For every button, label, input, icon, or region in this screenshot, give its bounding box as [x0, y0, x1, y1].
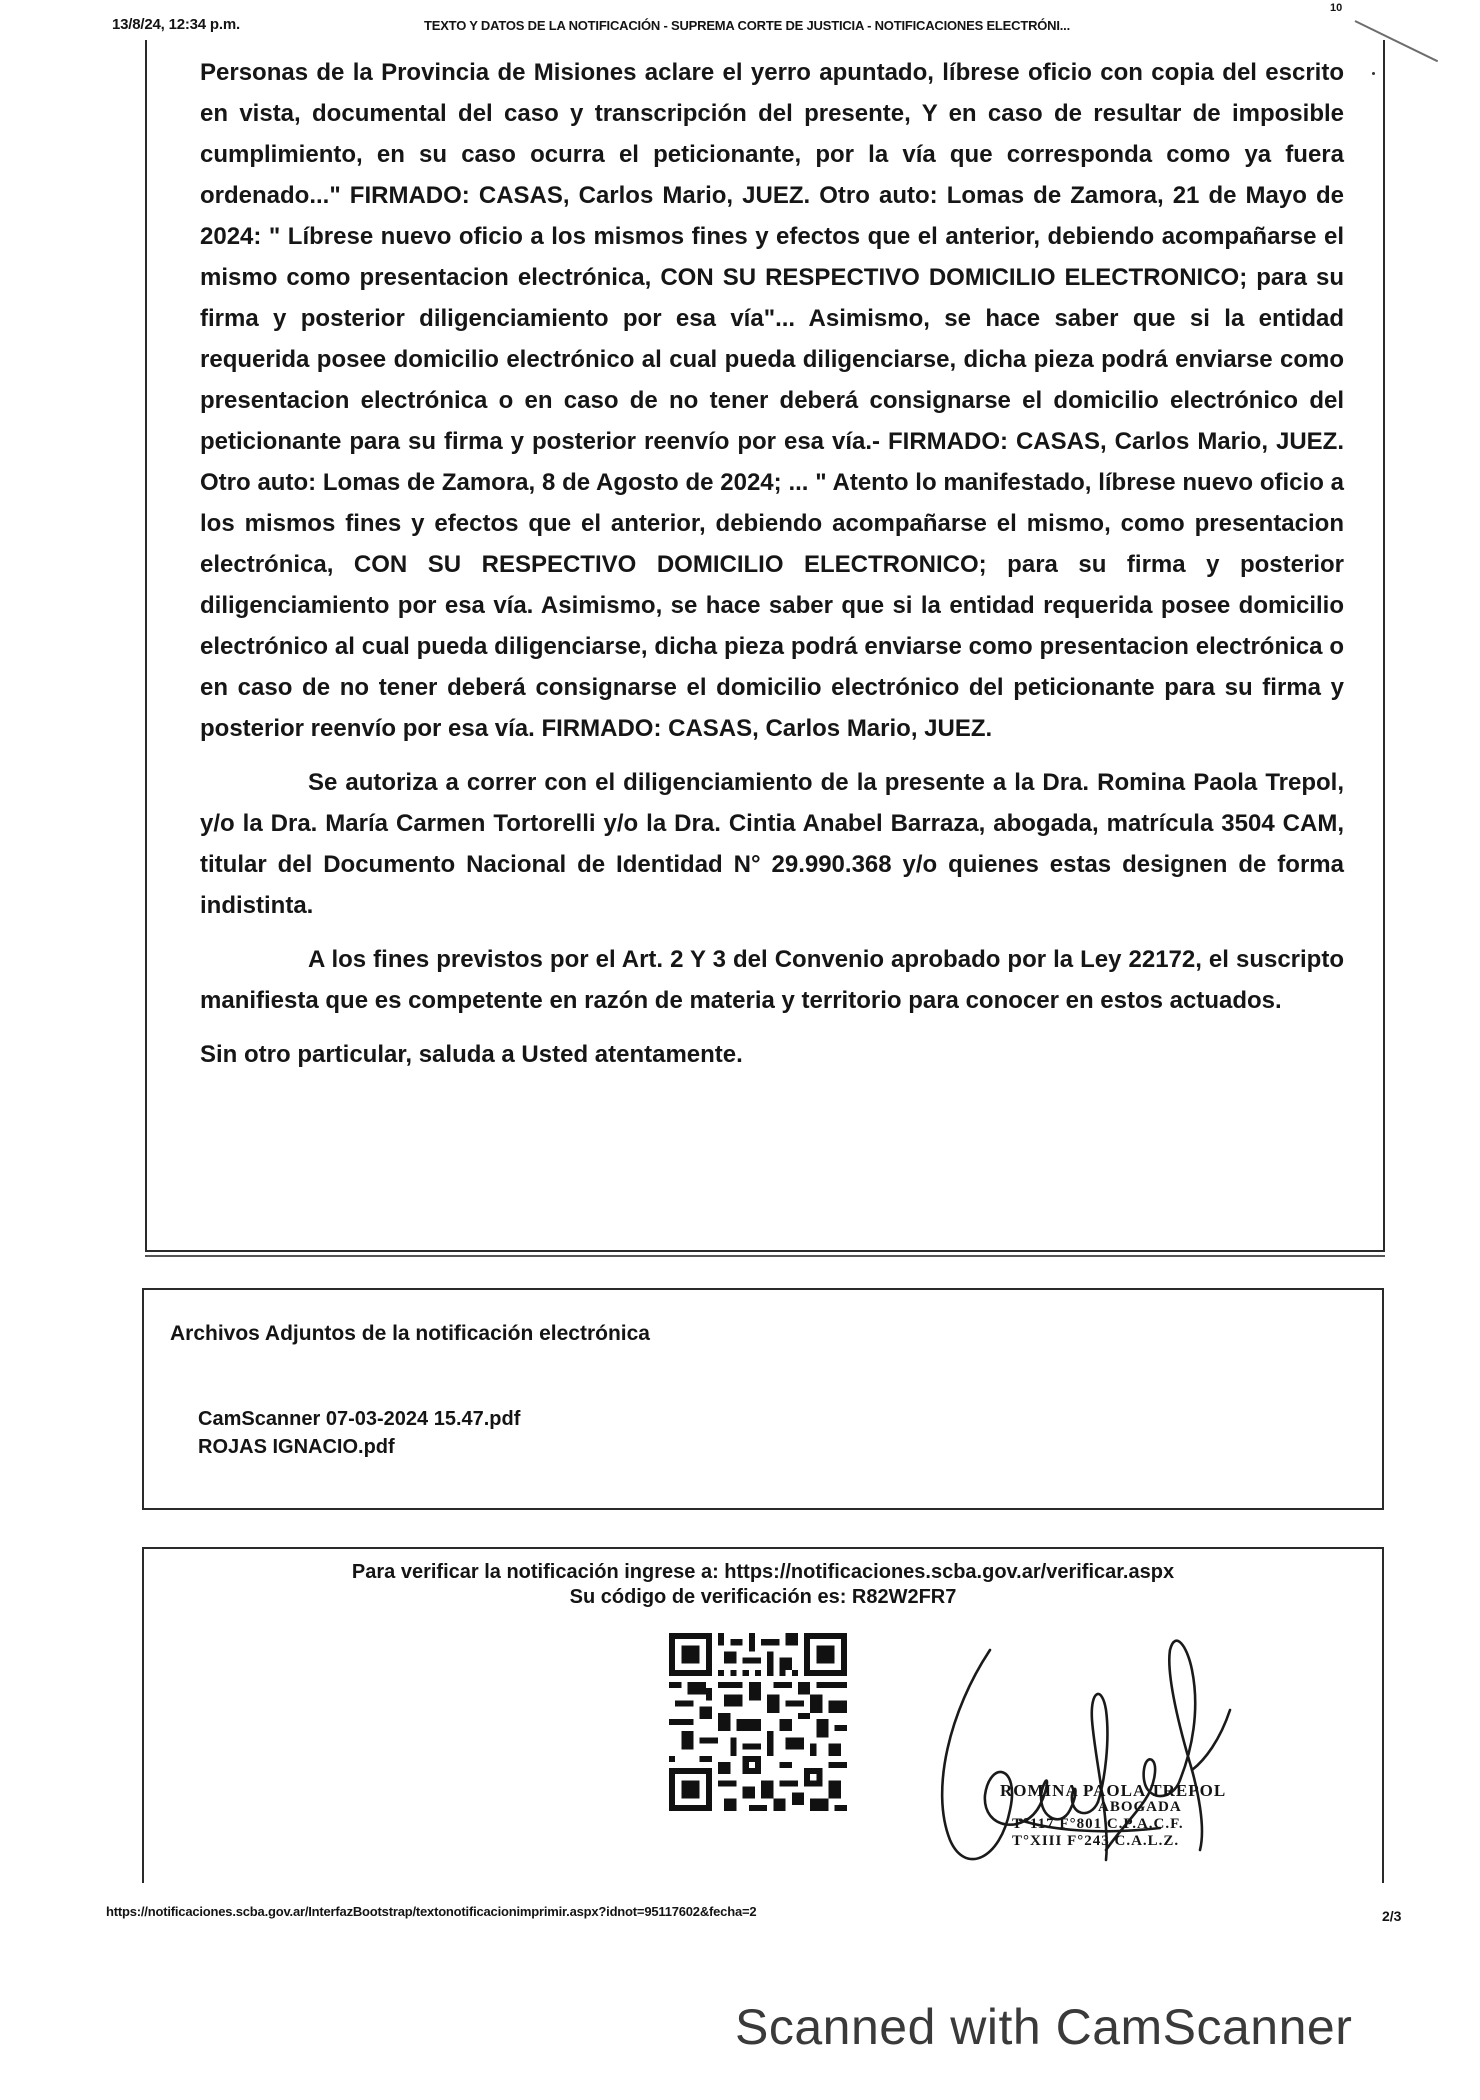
scanner-watermark: Scanned with CamScanner [735, 1999, 1353, 2055]
stamp-registration-1: T°117 F°801 C.P.A.C.F. [1012, 1816, 1184, 1832]
body-paragraph-1: Personas de la Provincia de Misiones aclare el yerro apuntado, líbrese oficio con copia del escrito en vista, documental del caso y transcripción del presente, Y en caso de resultar de imposible cumplimiento, en su caso ocurra el peticionante, por la vía que corresponda como ya fuera ordenado..." FIRMADO: CASAS, Carlos Mario, JUEZ. Otro auto: Lomas de Zamora, 21 de Mayo de 2024: " Líbrese nuevo oficio a los mismos fines y efectos que el anterior, debiendo acompañarse el mismo como presentacion electrónica, CON SU RESPECTIVO DOMICILIO ELECTRONICO; para su firma y posterior diligenciamiento por esa vía"... Asimismo, se hace saber que si la entidad requerida posee domicilio electrónico al cual pueda diligenciarse, dicha pieza podrá enviarse como presentacion electrónica o en caso de no tener deberá consignarse el domicilio electrónico del peticionante para su firma y posterior reenvío por esa vía.- FIRMADO: CASAS, Carlos Mario, JUEZ. Otro auto: Lomas de Zamora, 8 de Agosto de 2024; ... " Atento lo manifestado, líbrese nuevo oficio a los mismos fines y efectos que el anterior, debiendo acompañarse el mismo, como presentacion electrónica, CON SU RESPECTIVO DOMICILIO ELECTRONICO; para su firma y posterior diligenciamiento por esa vía. Asimismo, se hace saber que si la entidad requerida posee domicilio electrónico al cual pueda diligenciarse, dicha pieza podrá enviarse como presentacion electrónica o en caso de no tener deberá consignarse el domicilio electrónico del peticionante para su firma y posterior reenvío por esa vía. FIRMADO: CASAS, Carlos Mario, JUEZ. [200, 59, 1344, 742]
attachments-title: Archivos Adjuntos de la notificación electrónica [170, 1322, 650, 1345]
professional-stamp [1000, 1782, 1260, 1850]
attachment-file-link[interactable]: ROJAS IGNACIO.pdf [198, 1436, 395, 1458]
print-footer-url: https://notificaciones.scba.gov.ar/InterfazBootstrap/textonotificacionimprimir.aspx?idnot=95117602&fecha=2 [106, 1904, 757, 1919]
verification-code-line: Su código de verificación es: R82W2FR7 [569, 1586, 957, 1608]
stamp-registration-2: T°XIII F°243 C.A.L.Z. [1012, 1833, 1180, 1849]
body-paragraph-2: Se autoriza a correr con el diligenciamiento de la presente a la Dra. Romina Paola Trepol, y/o la Dra. María Carmen Tortorelli y/o la Dra. Cintia Anabel Barraza, abogada, matrícula 3504 CAM, titular del Documento Nacional de Identidad N° 29.990.368 y/o quienes estas designen de forma indistinta. [200, 769, 1344, 919]
print-header [112, 12, 1352, 38]
body-paragraph-3: A los fines previstos por el Art. 2 Y 3 del Convenio aprobado por la Ley 22172, el suscripto manifiesta que es competente en razón de materia y territorio para conocer en estos actuados. [200, 946, 1344, 1014]
handwritten-page-mark: 10 [1330, 2, 1343, 14]
closing-line: Sin otro particular, saluda a Usted atentamente. [200, 1041, 743, 1068]
print-date: 13/8/24, 12:34 p.m. [112, 16, 240, 33]
stamp-name: ROMINA PAOLA TREPOL [1000, 1781, 1227, 1800]
attachment-file-link[interactable]: CamScanner 07-03-2024 15.47.pdf [198, 1408, 521, 1430]
letter-body [200, 52, 1344, 1075]
verification-url-line: Para verificar la notificación ingrese a: https://notificaciones.scba.gov.ar/verificar.aspx [351, 1561, 1175, 1583]
stamp-role: ABOGADA [1098, 1799, 1182, 1815]
attachments-box [142, 1288, 1384, 1510]
page-number: 2/3 [1382, 1908, 1402, 1924]
qr-code-icon [668, 1633, 848, 1811]
print-header-title: TEXTO Y DATOS DE LA NOTIFICACIÓN - SUPREMA CORTE DE JUSTICIA - NOTIFICACIONES ELECTRÓNI... [424, 18, 1071, 33]
